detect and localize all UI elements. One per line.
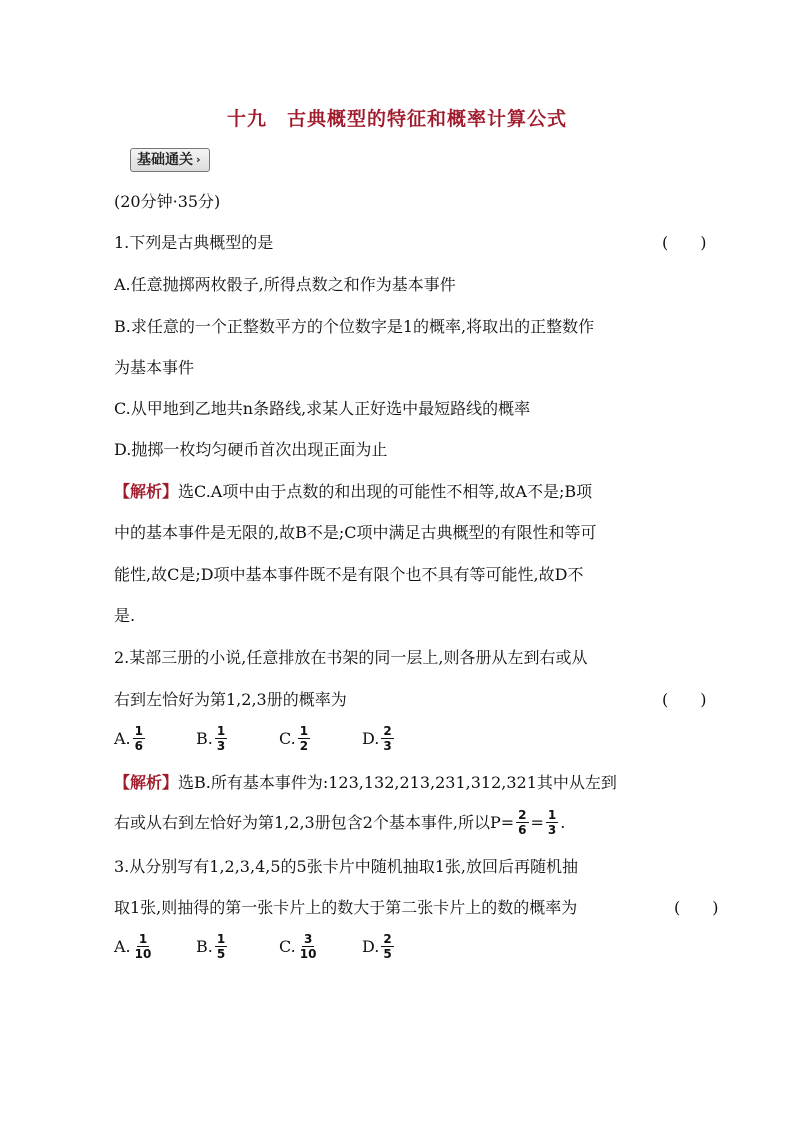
q2-option-b: B. $\frac{1}{3}$ bbox=[196, 724, 226, 753]
q1-option-d: D.抛掷一枚均匀硬币首次出现正面为止 bbox=[114, 440, 388, 459]
q2-answer-bracket: ( ) bbox=[662, 690, 707, 709]
q2-option-d: D. $\frac{2}{3}$ bbox=[362, 724, 392, 753]
q2-option-a: A. $\frac{1}{6}$ bbox=[114, 724, 143, 753]
q2-stem-line-2: 右到左恰好为第1,2,3册的概率为 bbox=[114, 690, 347, 709]
analysis-tag: 【解析】 bbox=[114, 773, 179, 792]
q3-stem-line-2: 取1张,则抽得的第一张卡片上的数大于第二张卡片上的数的概率为 bbox=[114, 898, 578, 917]
q3-option-b: B. $\frac{1}{5}$ bbox=[196, 932, 226, 961]
q2-analysis-line-2: 右或从右到左恰好为第1,2,3册包含2个基本事件,所以P= $\frac{2}{6}$ = $\frac{1}{3}$ . bbox=[114, 808, 566, 837]
section-tag bbox=[130, 148, 210, 172]
q1-answer-bracket: ( ) bbox=[662, 233, 707, 252]
analysis-tag: 【解析】 bbox=[114, 482, 179, 501]
fraction: $\frac{1}{10}$ bbox=[134, 932, 152, 961]
fraction: $\frac{1}{5}$ bbox=[216, 932, 226, 961]
q1-option-b: B.求任意的一个正整数平方的个位数字是1的概率,将取出的正整数作 bbox=[114, 317, 595, 336]
q2-option-c: C. $\frac{1}{2}$ bbox=[279, 724, 309, 753]
q2-analysis-line-1 bbox=[114, 771, 617, 795]
q3-option-c: C. $\frac{3}{10}$ bbox=[279, 932, 317, 961]
q1-option-c: C.从甲地到乙地共n条路线,求某人正好选中最短路线的概率 bbox=[114, 399, 531, 418]
analysis-text: 选B.所有基本事件为:123,132,213,231,312,321其中从左到 bbox=[178, 773, 617, 792]
analysis-text: 选C.A项中由于点数的和出现的可能性不相等,故A不是;B项 bbox=[178, 482, 593, 501]
q3-option-a: A. $\frac{1}{10}$ bbox=[114, 932, 152, 961]
chevron-right-icon: › bbox=[196, 153, 201, 166]
time-note: (20分钟·35分) bbox=[114, 192, 221, 211]
q1-option-b-cont: 为基本事件 bbox=[114, 358, 195, 377]
q1-analysis-line-3: 能性,故C是;D项中基本事件既不是有限个也不具有等可能性,故D不 bbox=[114, 565, 584, 584]
fraction: $\frac{2}{3}$ bbox=[383, 724, 392, 753]
fraction: $\frac{2}{6}$ bbox=[518, 808, 527, 837]
fraction: $\frac{1}{3}$ bbox=[547, 808, 557, 837]
q1-analysis-line-1 bbox=[114, 480, 592, 504]
fraction: $\frac{1}{3}$ bbox=[216, 724, 226, 753]
q1-analysis-line-4: 是. bbox=[114, 606, 136, 625]
q3-option-d: D. $\frac{2}{5}$ bbox=[362, 932, 392, 961]
q1-option-a: A.任意抛掷两枚骰子,所得点数之和作为基本事件 bbox=[114, 275, 456, 294]
q1-analysis-line-2: 中的基本事件是无限的,故B不是;C项中满足古典概型的有限性和等可 bbox=[114, 523, 597, 542]
q1-stem: 1.下列是古典概型的是 bbox=[114, 233, 274, 252]
fraction: $\frac{3}{10}$ bbox=[299, 932, 317, 961]
fraction: $\frac{2}{5}$ bbox=[383, 932, 392, 961]
q3-stem-line-1: 3.从分别写有1,2,3,4,5的5张卡片中随机抽取1张,放回后再随机抽 bbox=[114, 857, 578, 876]
page-title: 十九 古典概型的特征和概率计算公式 bbox=[226, 108, 567, 130]
section-label: 基础通关 bbox=[137, 152, 193, 168]
q3-answer-bracket: ( ) bbox=[674, 898, 719, 917]
fraction: $\frac{1}{2}$ bbox=[299, 724, 309, 753]
fraction: $\frac{1}{6}$ bbox=[134, 724, 143, 753]
q2-stem-line-1: 2.某部三册的小说,任意排放在书架的同一层上,则各册从左到右或从 bbox=[114, 648, 588, 667]
